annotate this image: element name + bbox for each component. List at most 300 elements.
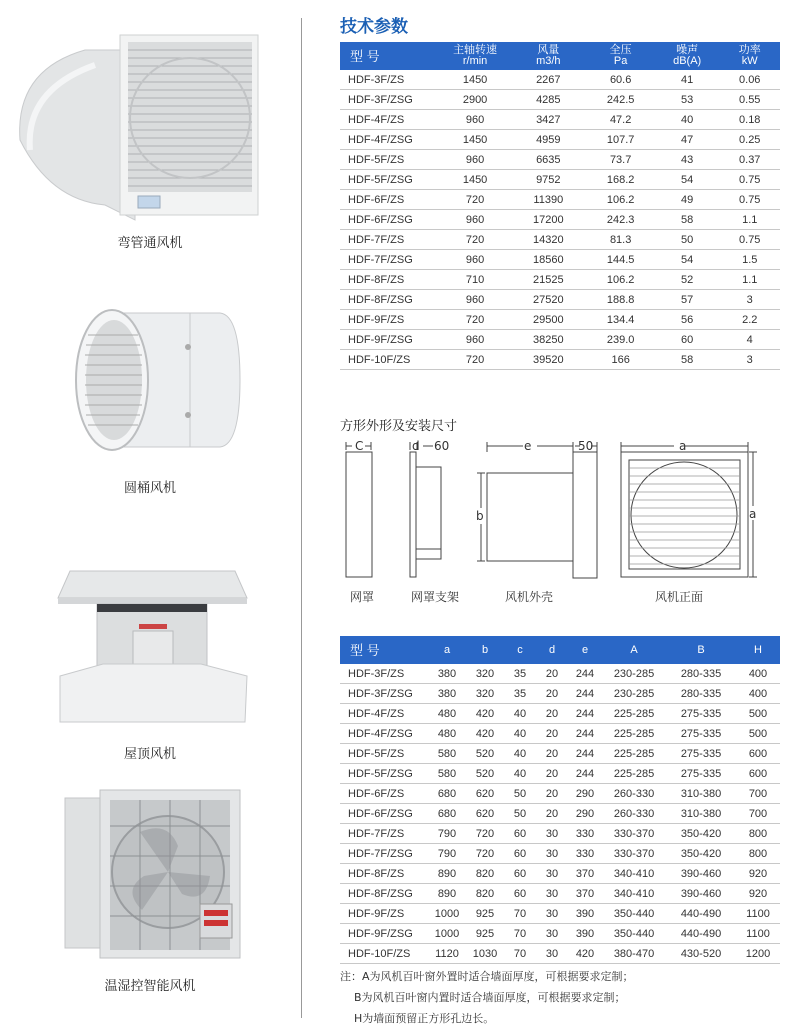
table-cell: 2267 [510, 70, 586, 90]
table-cell: 440-490 [666, 904, 736, 924]
table-cell: 1000 [428, 904, 466, 924]
dim-header: b [466, 636, 504, 664]
table-cell: 35 [504, 684, 536, 704]
header-pressure: 全压 Pa [586, 42, 654, 70]
table-cell: 275-335 [666, 764, 736, 784]
table-cell: 390-460 [666, 864, 736, 884]
table-cell: 480 [428, 724, 466, 744]
elbow-duct-fan-icon [10, 30, 260, 225]
table-cell: 330 [568, 844, 602, 864]
table-cell: 9752 [510, 170, 586, 190]
table-cell: 820 [466, 884, 504, 904]
table-cell: 0.55 [719, 90, 780, 110]
note-line: H为墙面预留正方形孔边长。 [354, 1012, 495, 1025]
table-cell: 40 [504, 764, 536, 784]
table-cell: 1.5 [719, 250, 780, 270]
dim-header: 型 号 [340, 636, 428, 664]
table-row [340, 704, 780, 724]
table-cell: 60 [504, 884, 536, 904]
table-cell: 800 [736, 824, 780, 844]
table-row [340, 844, 780, 864]
table-cell: 500 [736, 704, 780, 724]
table-cell: 3 [719, 290, 780, 310]
table-cell: 330-370 [602, 824, 666, 844]
table-cell: 239.0 [586, 330, 654, 350]
table-cell: 40 [504, 724, 536, 744]
table-cell: 800 [736, 844, 780, 864]
table-cell: 400 [736, 664, 780, 684]
note-line: 注：A为风机百叶窗外置时适合墙面厚度，可根据要求定制； [340, 970, 634, 983]
table-cell: 30 [536, 904, 568, 924]
table-cell: 310-380 [666, 804, 736, 824]
cell-model: HDF-8F/ZS [340, 864, 428, 884]
header-airflow: 风量 m3/h [510, 42, 586, 70]
table-row [340, 150, 780, 170]
table-cell: 960 [440, 330, 510, 350]
product-roof-fan [0, 500, 300, 770]
table-row [340, 350, 780, 370]
table-cell: 1.1 [719, 270, 780, 290]
table-row [340, 664, 780, 684]
table-row [340, 764, 780, 784]
table-cell: 244 [568, 684, 602, 704]
table-cell: 0.75 [719, 170, 780, 190]
cell-model: HDF-7F/ZSG [340, 844, 428, 864]
cell-model: HDF-4F/ZSG [340, 130, 440, 150]
cell-model: HDF-9F/ZS [340, 904, 428, 924]
table-cell: 320 [466, 684, 504, 704]
table-cell: 60 [504, 824, 536, 844]
cell-model: HDF-5F/ZSG [340, 764, 428, 784]
table-cell: 188.8 [586, 290, 654, 310]
table-cell: 330-370 [602, 844, 666, 864]
dim-label-c: C [355, 439, 364, 453]
table-cell: 4959 [510, 130, 586, 150]
table-row [340, 744, 780, 764]
table-cell: 225-285 [602, 724, 666, 744]
dim-label-d-width: 60 [434, 439, 450, 453]
table-cell: 0.37 [719, 150, 780, 170]
cell-model: HDF-9F/ZS [340, 310, 440, 330]
dim-label-d: d [412, 439, 420, 453]
cylinder-fan-icon [70, 305, 250, 455]
table-cell: 340-410 [602, 884, 666, 904]
table-row [340, 784, 780, 804]
table-cell: 2900 [440, 90, 510, 110]
table-cell: 20 [536, 784, 568, 804]
table-cell: 710 [440, 270, 510, 290]
table-cell: 58 [655, 350, 720, 370]
table-row [340, 130, 780, 150]
table-cell: 350-440 [602, 924, 666, 944]
spec-table-header [340, 42, 780, 70]
table-cell: 106.2 [586, 270, 654, 290]
header-power: 功率 kW [719, 42, 780, 70]
dim-header: B [666, 636, 736, 664]
table-cell: 4 [719, 330, 780, 350]
table-cell: 50 [655, 230, 720, 250]
table-cell: 275-335 [666, 724, 736, 744]
cell-model: HDF-3F/ZSG [340, 684, 428, 704]
table-cell: 1120 [428, 944, 466, 964]
table-cell: 21525 [510, 270, 586, 290]
table-cell: 70 [504, 924, 536, 944]
table-cell: 29500 [510, 310, 586, 330]
spec-section-title: 技术参数 [340, 17, 408, 37]
table-row [340, 924, 780, 944]
table-cell: 290 [568, 784, 602, 804]
table-cell: 242.5 [586, 90, 654, 110]
table-cell: 20 [536, 764, 568, 784]
table-cell: 73.7 [586, 150, 654, 170]
table-cell: 1000 [428, 924, 466, 944]
product-elbow-fan [0, 0, 300, 260]
cell-model: HDF-7F/ZSG [340, 250, 440, 270]
product-caption: 弯管通风机 [117, 236, 183, 251]
header-model: 型 号 [340, 42, 440, 70]
table-cell: 680 [428, 804, 466, 824]
drawing-caption-housing: 风机外壳 [505, 590, 554, 604]
table-cell: 50 [504, 784, 536, 804]
cell-model: HDF-3F/ZS [340, 70, 440, 90]
table-cell: 166 [586, 350, 654, 370]
table-cell: 47 [655, 130, 720, 150]
table-row [340, 70, 780, 90]
table-cell: 11390 [510, 190, 586, 210]
drawing-caption-front: 风机正面 [655, 590, 704, 604]
table-cell: 107.7 [586, 130, 654, 150]
table-cell: 38250 [510, 330, 586, 350]
cell-model: HDF-8F/ZSG [340, 290, 440, 310]
table-cell: 1450 [440, 70, 510, 90]
cell-model: HDF-10F/ZS [340, 350, 440, 370]
cell-model: HDF-5F/ZS [340, 150, 440, 170]
table-cell: 350-420 [666, 844, 736, 864]
dim-label-a-side: a [749, 507, 757, 521]
table-cell: 1200 [736, 944, 780, 964]
product-smart-fan [0, 770, 300, 1032]
table-cell: 3427 [510, 110, 586, 130]
cell-model: HDF-6F/ZS [340, 784, 428, 804]
table-cell: 57 [655, 290, 720, 310]
dim-label-e: e [524, 439, 532, 453]
table-cell: 225-285 [602, 764, 666, 784]
note-line: B为风机百叶窗内置时适合墙面厚度，可根据要求定制； [354, 991, 626, 1004]
table-cell: 1100 [736, 904, 780, 924]
table-cell: 600 [736, 764, 780, 784]
table-row [340, 230, 780, 250]
cell-model: HDF-3F/ZS [340, 664, 428, 684]
table-cell: 720 [440, 190, 510, 210]
smart-humidity-fan-icon [60, 786, 245, 961]
cell-model: HDF-8F/ZSG [340, 884, 428, 904]
table-row [340, 904, 780, 924]
header-speed: 主轴转速 r/min [440, 42, 510, 70]
table-cell: 14320 [510, 230, 586, 250]
table-cell: 340-410 [602, 864, 666, 884]
table-cell: 56 [655, 310, 720, 330]
table-cell: 53 [655, 90, 720, 110]
table-cell: 790 [428, 844, 466, 864]
table-cell: 720 [440, 350, 510, 370]
dim-label-b: b [476, 509, 484, 523]
dim-label-e-width: 50 [578, 439, 594, 453]
table-cell: 1030 [466, 944, 504, 964]
table-cell: 1450 [440, 170, 510, 190]
table-cell: 320 [466, 664, 504, 684]
cell-model: HDF-6F/ZSG [340, 804, 428, 824]
cell-model: HDF-9F/ZSG [340, 330, 440, 350]
cell-model: HDF-4F/ZS [340, 704, 428, 724]
table-row [340, 110, 780, 130]
table-cell: 81.3 [586, 230, 654, 250]
cell-model: HDF-4F/ZSG [340, 724, 428, 744]
table-cell: 225-285 [602, 744, 666, 764]
table-cell: 440-490 [666, 924, 736, 944]
cell-model: HDF-3F/ZSG [340, 90, 440, 110]
table-cell: 60.6 [586, 70, 654, 90]
table-row [340, 190, 780, 210]
product-cylinder-fan [0, 260, 300, 500]
table-cell: 6635 [510, 150, 586, 170]
table-cell: 106.2 [586, 190, 654, 210]
spec-table [340, 42, 780, 370]
table-cell: 20 [536, 684, 568, 704]
table-cell: 27520 [510, 290, 586, 310]
drawing-caption-grille: 网罩 [350, 590, 375, 604]
table-cell: 17200 [510, 210, 586, 230]
table-row [340, 884, 780, 904]
table-cell: 35 [504, 664, 536, 684]
table-cell: 54 [655, 250, 720, 270]
table-cell: 890 [428, 864, 466, 884]
table-cell: 0.75 [719, 230, 780, 250]
table-cell: 244 [568, 764, 602, 784]
table-cell: 520 [466, 744, 504, 764]
table-cell: 244 [568, 744, 602, 764]
table-row [340, 290, 780, 310]
table-cell: 58 [655, 210, 720, 230]
dim-label-a-top: a [679, 439, 687, 453]
table-cell: 244 [568, 724, 602, 744]
table-cell: 168.2 [586, 170, 654, 190]
table-cell: 54 [655, 170, 720, 190]
table-cell: 30 [536, 864, 568, 884]
cell-model: HDF-6F/ZS [340, 190, 440, 210]
table-cell: 370 [568, 864, 602, 884]
table-cell: 244 [568, 704, 602, 724]
notes [340, 966, 634, 1029]
table-cell: 700 [736, 784, 780, 804]
table-cell: 0.18 [719, 110, 780, 130]
table-cell: 0.75 [719, 190, 780, 210]
table-cell: 380-470 [602, 944, 666, 964]
table-row [340, 170, 780, 190]
table-cell: 260-330 [602, 804, 666, 824]
table-cell: 2.2 [719, 310, 780, 330]
table-cell: 280-335 [666, 684, 736, 704]
table-cell: 20 [536, 664, 568, 684]
table-row [340, 310, 780, 330]
table-cell: 430-520 [666, 944, 736, 964]
cell-model: HDF-6F/ZSG [340, 210, 440, 230]
table-cell: 400 [736, 684, 780, 704]
table-cell: 380 [428, 664, 466, 684]
table-cell: 244 [568, 664, 602, 684]
cell-model: HDF-4F/ZS [340, 110, 440, 130]
table-cell: 500 [736, 724, 780, 744]
table-cell: 30 [536, 924, 568, 944]
table-cell: 960 [440, 290, 510, 310]
table-cell: 20 [536, 704, 568, 724]
table-cell: 420 [466, 724, 504, 744]
table-cell: 720 [466, 824, 504, 844]
table-cell: 20 [536, 724, 568, 744]
dimension-drawings [335, 432, 765, 587]
table-cell: 40 [504, 704, 536, 724]
cell-model: HDF-7F/ZS [340, 824, 428, 844]
table-cell: 1.1 [719, 210, 780, 230]
table-cell: 925 [466, 904, 504, 924]
roof-fan-icon [55, 566, 250, 726]
table-cell: 960 [440, 250, 510, 270]
table-cell: 390 [568, 924, 602, 944]
table-cell: 1100 [736, 924, 780, 944]
table-cell: 50 [504, 804, 536, 824]
cell-model: HDF-8F/ZS [340, 270, 440, 290]
table-row [340, 864, 780, 884]
table-cell: 39520 [510, 350, 586, 370]
table-cell: 60 [655, 330, 720, 350]
table-cell: 720 [440, 230, 510, 250]
table-cell: 350-440 [602, 904, 666, 924]
table-cell: 820 [466, 864, 504, 884]
dimension-section-title: 方形外形及安装尺寸 [340, 419, 458, 434]
table-cell: 30 [536, 844, 568, 864]
table-cell: 720 [440, 310, 510, 330]
table-cell: 480 [428, 704, 466, 724]
table-cell: 52 [655, 270, 720, 290]
table-cell: 390-460 [666, 884, 736, 904]
table-cell: 720 [466, 844, 504, 864]
table-cell: 40 [504, 744, 536, 764]
table-cell: 390 [568, 904, 602, 924]
dim-header: e [568, 636, 602, 664]
table-cell: 890 [428, 884, 466, 904]
dim-header: A [602, 636, 666, 664]
table-cell: 30 [536, 944, 568, 964]
table-cell: 680 [428, 784, 466, 804]
table-cell: 520 [466, 764, 504, 784]
table-cell: 275-335 [666, 704, 736, 724]
table-row [340, 270, 780, 290]
table-cell: 960 [440, 210, 510, 230]
product-caption: 屋顶风机 [123, 747, 176, 762]
table-row [340, 250, 780, 270]
table-cell: 49 [655, 190, 720, 210]
table-cell: 60 [504, 864, 536, 884]
table-cell: 290 [568, 804, 602, 824]
table-row [340, 804, 780, 824]
table-cell: 275-335 [666, 744, 736, 764]
cell-model: HDF-10F/ZS [340, 944, 428, 964]
product-caption: 温湿控智能风机 [104, 979, 196, 994]
table-cell: 230-285 [602, 684, 666, 704]
dim-header: a [428, 636, 466, 664]
table-cell: 70 [504, 944, 536, 964]
table-cell: 925 [466, 924, 504, 944]
table-cell: 0.06 [719, 70, 780, 90]
table-cell: 134.4 [586, 310, 654, 330]
table-cell: 3 [719, 350, 780, 370]
table-row [340, 330, 780, 350]
table-cell: 144.5 [586, 250, 654, 270]
table-cell: 620 [466, 784, 504, 804]
table-cell: 420 [466, 704, 504, 724]
table-cell: 30 [536, 824, 568, 844]
table-row [340, 210, 780, 230]
table-cell: 380 [428, 684, 466, 704]
product-column [0, 0, 300, 1032]
table-cell: 960 [440, 110, 510, 130]
table-cell: 330 [568, 824, 602, 844]
cell-model: HDF-5F/ZSG [340, 170, 440, 190]
table-cell: 700 [736, 804, 780, 824]
table-row [340, 90, 780, 110]
table-row [340, 944, 780, 964]
table-cell: 350-420 [666, 824, 736, 844]
table-cell: 310-380 [666, 784, 736, 804]
dim-header: c [504, 636, 536, 664]
table-cell: 260-330 [602, 784, 666, 804]
table-cell: 600 [736, 744, 780, 764]
table-cell: 225-285 [602, 704, 666, 724]
table-cell: 230-285 [602, 664, 666, 684]
table-cell: 370 [568, 884, 602, 904]
table-cell: 620 [466, 804, 504, 824]
table-cell: 30 [536, 884, 568, 904]
drawing-caption-bracket: 网罩支架 [411, 590, 460, 604]
table-cell: 41 [655, 70, 720, 90]
table-cell: 18560 [510, 250, 586, 270]
table-cell: 40 [655, 110, 720, 130]
table-cell: 580 [428, 744, 466, 764]
table-cell: 0.25 [719, 130, 780, 150]
cell-model: HDF-7F/ZS [340, 230, 440, 250]
table-row [340, 824, 780, 844]
table-cell: 790 [428, 824, 466, 844]
dimension-table-header [340, 636, 780, 664]
table-cell: 920 [736, 884, 780, 904]
table-cell: 60 [504, 844, 536, 864]
table-cell: 43 [655, 150, 720, 170]
dim-header: H [736, 636, 780, 664]
table-cell: 4285 [510, 90, 586, 110]
table-cell: 20 [536, 744, 568, 764]
table-cell: 920 [736, 864, 780, 884]
table-cell: 420 [568, 944, 602, 964]
cell-model: HDF-5F/ZS [340, 744, 428, 764]
dimension-table [340, 636, 780, 964]
product-caption: 圆桶风机 [123, 481, 176, 496]
table-cell: 20 [536, 804, 568, 824]
table-cell: 960 [440, 150, 510, 170]
cell-model: HDF-9F/ZSG [340, 924, 428, 944]
table-cell: 70 [504, 904, 536, 924]
table-cell: 280-335 [666, 664, 736, 684]
table-row [340, 724, 780, 744]
table-cell: 242.3 [586, 210, 654, 230]
